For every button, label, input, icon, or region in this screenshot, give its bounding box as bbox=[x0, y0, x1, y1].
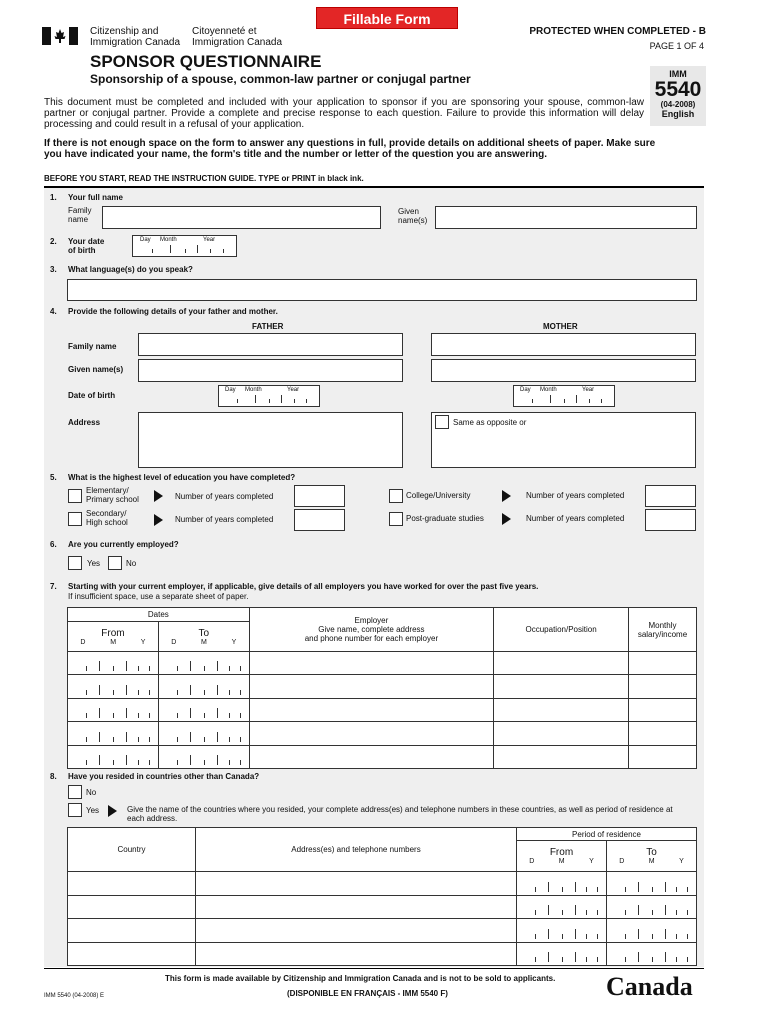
arrow-right-icon bbox=[502, 490, 511, 502]
canada-flag-icon bbox=[42, 27, 78, 45]
q4-dob-label: Date of birth bbox=[68, 391, 116, 400]
day-label: Day bbox=[225, 387, 236, 393]
postgrad-years-input[interactable] bbox=[645, 509, 696, 531]
q3-number: 3. bbox=[50, 265, 57, 274]
salary-header: Monthly salary/income bbox=[629, 608, 697, 652]
country-header: Country bbox=[68, 828, 196, 872]
table-row[interactable] bbox=[68, 745, 697, 768]
employed-yes-label: Yes bbox=[87, 559, 101, 568]
resided-no-label: No bbox=[86, 788, 97, 797]
employer-header: Employer Give name, complete address and phone number for each employer bbox=[249, 608, 494, 652]
college-checkbox[interactable] bbox=[389, 489, 403, 503]
page-title: SPONSOR QUESTIONNAIRE bbox=[90, 52, 322, 71]
q4-family-label: Family name bbox=[68, 342, 117, 351]
q1-number: 1. bbox=[50, 193, 57, 202]
q2-number: 2. bbox=[50, 237, 57, 246]
month-label: Month bbox=[160, 237, 177, 243]
college-label: College/University bbox=[406, 491, 471, 500]
arrow-right-icon bbox=[154, 490, 163, 502]
q6-label: Are you currently employed? bbox=[68, 540, 179, 549]
q1-given-name-input[interactable] bbox=[435, 206, 697, 229]
dates-header: Dates bbox=[68, 608, 250, 622]
q6-number: 6. bbox=[50, 540, 57, 549]
mother-given-name-input[interactable] bbox=[431, 359, 696, 382]
form-code: IMM 5540 (04-2008) E bbox=[44, 993, 105, 999]
employed-yes-checkbox[interactable] bbox=[68, 556, 82, 570]
year-label: Year bbox=[287, 387, 300, 393]
dept-name-fr: Citoyenneté et Immigration Canada bbox=[192, 26, 283, 48]
college-years-input[interactable] bbox=[645, 485, 696, 507]
q3-label: What language(s) do you speak? bbox=[68, 265, 193, 274]
q1-family-name-input[interactable] bbox=[102, 206, 381, 229]
q5-label: What is the highest level of education you have completed? bbox=[68, 473, 296, 482]
postgrad-label: Post-graduate studies bbox=[406, 514, 484, 523]
q7-label: Starting with your current employer, if applicable, give details of all employers you have worked for over the past five years. bbox=[68, 582, 539, 591]
before-you-start: BEFORE YOU START, READ THE INSTRUCTION GUIDE. TYPE or PRINT in black ink. bbox=[44, 174, 364, 183]
arrow-right-icon bbox=[154, 514, 163, 526]
arrow-right-icon bbox=[108, 805, 117, 817]
page-subtitle: Sponsorship of a spouse, common-law partner or conjugal partner bbox=[90, 72, 471, 86]
to-header: To D M Y bbox=[607, 841, 697, 872]
q4-number: 4. bbox=[50, 307, 57, 316]
postgrad-checkbox[interactable] bbox=[389, 512, 403, 526]
q5-number: 5. bbox=[50, 473, 57, 482]
father-address-input[interactable] bbox=[138, 412, 403, 468]
father-given-name-input[interactable] bbox=[138, 359, 403, 382]
q4-given-label: Given name(s) bbox=[68, 365, 124, 374]
college-years-label: Number of years completed bbox=[526, 491, 625, 500]
day-label: Day bbox=[520, 387, 531, 393]
q1-given-label: Given name(s) bbox=[398, 207, 428, 225]
fillable-form-banner: Fillable Form bbox=[316, 7, 458, 29]
q4-mother-header: MOTHER bbox=[543, 322, 578, 331]
same-as-opposite-label: Same as opposite or bbox=[453, 418, 527, 427]
employers-table bbox=[67, 607, 697, 769]
month-label: Month bbox=[540, 387, 557, 393]
q7-note: If insufficient space, use a separate sheet of paper. bbox=[68, 592, 249, 601]
q4-label: Provide the following details of your father and mother. bbox=[68, 307, 278, 316]
postgrad-years-label: Number of years completed bbox=[526, 514, 625, 523]
dept-name-en: Citizenship and Immigration Canada bbox=[90, 26, 181, 48]
elementary-years-label: Number of years completed bbox=[175, 492, 274, 501]
table-row[interactable] bbox=[68, 698, 697, 721]
from-header: From D M Y bbox=[517, 841, 607, 872]
table-row[interactable] bbox=[68, 872, 697, 896]
footer-divider bbox=[44, 968, 704, 969]
secondary-checkbox[interactable] bbox=[68, 512, 82, 526]
father-family-name-input[interactable] bbox=[138, 333, 403, 356]
year-label: Year bbox=[203, 237, 216, 243]
table-row[interactable] bbox=[68, 675, 697, 698]
secondary-years-input[interactable] bbox=[294, 509, 345, 531]
day-label: Day bbox=[140, 237, 151, 243]
page-indicator: PAGE 1 OF 4 bbox=[649, 41, 704, 51]
occupation-header: Occupation/Position bbox=[494, 608, 629, 652]
q1-family-label: Family name bbox=[68, 206, 92, 224]
intro-text: This document must be completed and included with your application to sponsor if you are sponsoring your spouse, common-law partner or conjugal partner. Provide a complete and precise response to each question. Failure to provide this information will delay processing and could result in a refusal of your application. bbox=[44, 97, 644, 130]
q8-label: Have you resided in countries other than Canada? bbox=[68, 772, 260, 781]
period-header: Period of residence bbox=[517, 828, 697, 841]
q8-instructions: Give the name of the countries where you resided, your complete address(es) and telephone numbers in these countries, as well as period of residence at each address. bbox=[127, 805, 673, 823]
resided-no-checkbox[interactable] bbox=[68, 785, 82, 799]
resided-yes-checkbox[interactable] bbox=[68, 803, 82, 817]
arrow-right-icon bbox=[502, 513, 511, 525]
notice-text: If there is not enough space on the form to answer any questions in full, provide details on additional sheets of paper. Make sure you have indicated your name, the form's title and the number or letter of the question you are answering. bbox=[44, 138, 656, 160]
mother-dob-input[interactable] bbox=[513, 385, 615, 407]
table-row[interactable] bbox=[68, 722, 697, 745]
employed-no-label: No bbox=[126, 559, 137, 568]
table-row[interactable] bbox=[68, 942, 697, 966]
q8-number: 8. bbox=[50, 772, 57, 781]
form-number-box: IMM 5540 (04-2008) English bbox=[650, 66, 706, 126]
elementary-years-input[interactable] bbox=[294, 485, 345, 507]
q3-language-input[interactable] bbox=[67, 279, 697, 301]
q1-label: Your full name bbox=[68, 193, 123, 202]
footer-french: (DISPONIBLE EN FRANÇAIS - IMM 5540 F) bbox=[287, 989, 448, 998]
month-label: Month bbox=[245, 387, 262, 393]
elementary-label: Elementary/ Primary school bbox=[86, 486, 139, 504]
address-header: Address(es) and telephone numbers bbox=[196, 828, 517, 872]
table-row[interactable] bbox=[68, 652, 697, 675]
q4-address-label: Address bbox=[68, 418, 101, 427]
q2-dob-input[interactable] bbox=[132, 235, 237, 257]
father-dob-input[interactable] bbox=[218, 385, 320, 407]
elementary-checkbox[interactable] bbox=[68, 489, 82, 503]
year-label: Year bbox=[582, 387, 595, 393]
same-as-opposite-checkbox[interactable] bbox=[435, 415, 449, 429]
footer-notice: This form is made available by Citizenship and Immigration Canada and is not to be sold to applicants. bbox=[165, 974, 556, 983]
q7-number: 7. bbox=[50, 582, 57, 591]
secondary-label: Secondary/ High school bbox=[86, 509, 128, 527]
employed-no-checkbox[interactable] bbox=[108, 556, 122, 570]
to-header: To D M Y bbox=[158, 622, 249, 652]
q4-father-header: FATHER bbox=[252, 322, 284, 331]
canada-wordmark: Canada bbox=[606, 972, 693, 1001]
mother-family-name-input[interactable] bbox=[431, 333, 696, 356]
table-row[interactable] bbox=[68, 895, 697, 919]
resided-yes-label: Yes bbox=[86, 806, 100, 815]
q2-label: Your date of birth bbox=[68, 237, 105, 255]
residences-table bbox=[67, 827, 697, 966]
table-row[interactable] bbox=[68, 919, 697, 943]
secondary-years-label: Number of years completed bbox=[175, 515, 274, 524]
from-header: From D M Y bbox=[68, 622, 159, 652]
protected-label: PROTECTED WHEN COMPLETED - B bbox=[529, 26, 706, 37]
